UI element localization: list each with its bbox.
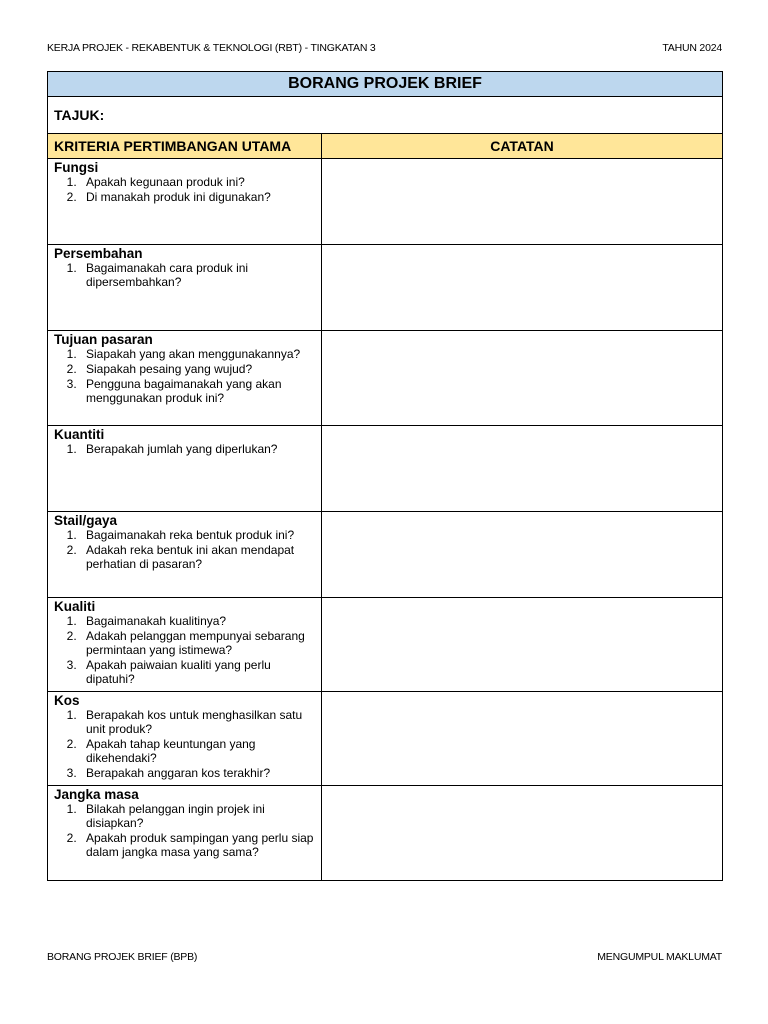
- question-item: 1. Berapakah jumlah yang diperlukan?: [80, 442, 315, 456]
- criteria-row: [48, 159, 723, 245]
- notes-cell[interactable]: [322, 331, 723, 426]
- criteria-row: [48, 786, 723, 881]
- question-item: 1. Bilakah pelanggan ingin projek ini disiapkan?: [80, 802, 315, 830]
- criteria-cell: [48, 786, 322, 881]
- footer-section: MENGUMPUL MAKLUMAT: [597, 951, 722, 963]
- criteria-row: [48, 245, 723, 331]
- question-item: 1. Siapakah yang akan menggunakannya?: [80, 347, 315, 361]
- criteria-cell: [48, 692, 322, 786]
- question-list: [54, 347, 315, 405]
- criteria-row: [48, 512, 723, 598]
- question-item: 2. Siapakah pesaing yang wujud?: [80, 362, 315, 376]
- criteria-rows: [48, 159, 723, 881]
- question-item: 2. Adakah reka bentuk ini akan mendapat perhatian di pasaran?: [80, 543, 315, 571]
- question-item: 2. Apakah tahap keuntungan yang dikehendaki?: [80, 737, 315, 765]
- criteria-title: Jangka masa: [54, 787, 139, 802]
- criteria-cell: [48, 245, 322, 331]
- question-list: [54, 528, 315, 571]
- question-list: [54, 802, 315, 859]
- column-header-notes: CATATAN: [322, 134, 723, 159]
- notes-cell[interactable]: [322, 598, 723, 692]
- question-item: 1. Berapakah kos untuk menghasilkan satu unit produk?: [80, 708, 315, 736]
- footer-form-name: BORANG PROJEK BRIEF (BPB): [47, 951, 198, 963]
- question-item: 1. Apakah kegunaan produk ini?: [80, 175, 315, 189]
- question-list: [54, 442, 315, 456]
- notes-cell[interactable]: [322, 692, 723, 786]
- question-item: 2. Di manakah produk ini digunakan?: [80, 190, 315, 204]
- question-item: 1. Bagaimanakah reka bentuk produk ini?: [80, 528, 315, 542]
- question-item: 1. Bagaimanakah kualitinya?: [80, 614, 315, 628]
- criteria-title: Tujuan pasaran: [54, 332, 153, 347]
- column-header-criteria: KRITERIA PERTIMBANGAN UTAMA: [48, 134, 322, 159]
- criteria-cell: [48, 331, 322, 426]
- form-title: BORANG PROJEK BRIEF: [48, 72, 723, 97]
- page-footer: [47, 951, 722, 963]
- criteria-title: Kos: [54, 693, 80, 708]
- notes-cell[interactable]: [322, 245, 723, 331]
- question-item: 3. Berapakah anggaran kos terakhir?: [80, 766, 315, 780]
- project-brief-form: [47, 71, 723, 881]
- question-item: 3. Apakah paiwaian kualiti yang perlu dipatuhi?: [80, 658, 315, 686]
- page-header: [47, 42, 722, 54]
- notes-cell[interactable]: [322, 159, 723, 245]
- criteria-row: [48, 331, 723, 426]
- notes-cell[interactable]: [322, 426, 723, 512]
- notes-cell[interactable]: [322, 512, 723, 598]
- criteria-title: Fungsi: [54, 160, 99, 175]
- criteria-title: Kualiti: [54, 599, 96, 614]
- header-year: TAHUN 2024: [662, 42, 722, 54]
- header-course-title: KERJA PROJEK - REKABENTUK & TEKNOLOGI (RBT) - TINGKATAN 3: [47, 42, 376, 54]
- question-list: [54, 261, 315, 289]
- tajuk-field[interactable]: TAJUK:: [48, 97, 723, 134]
- question-list: [54, 708, 315, 780]
- criteria-cell: [48, 512, 322, 598]
- criteria-cell: [48, 598, 322, 692]
- notes-cell[interactable]: [322, 786, 723, 881]
- criteria-cell: [48, 426, 322, 512]
- question-list: [54, 614, 315, 686]
- criteria-row: [48, 692, 723, 786]
- criteria-cell: [48, 159, 322, 245]
- question-item: 3. Pengguna bagaimanakah yang akan menggunakan produk ini?: [80, 377, 315, 405]
- question-list: [54, 175, 315, 204]
- question-item: 2. Adakah pelanggan mempunyai sebarang permintaan yang istimewa?: [80, 629, 315, 657]
- criteria-title: Stail/gaya: [54, 513, 118, 528]
- question-item: 1. Bagaimanakah cara produk ini dipersembahkan?: [80, 261, 315, 289]
- criteria-title: Kuantiti: [54, 427, 105, 442]
- criteria-title: Persembahan: [54, 246, 143, 261]
- criteria-row: [48, 598, 723, 692]
- criteria-row: [48, 426, 723, 512]
- question-item: 2. Apakah produk sampingan yang perlu siap dalam jangka masa yang sama?: [80, 831, 315, 859]
